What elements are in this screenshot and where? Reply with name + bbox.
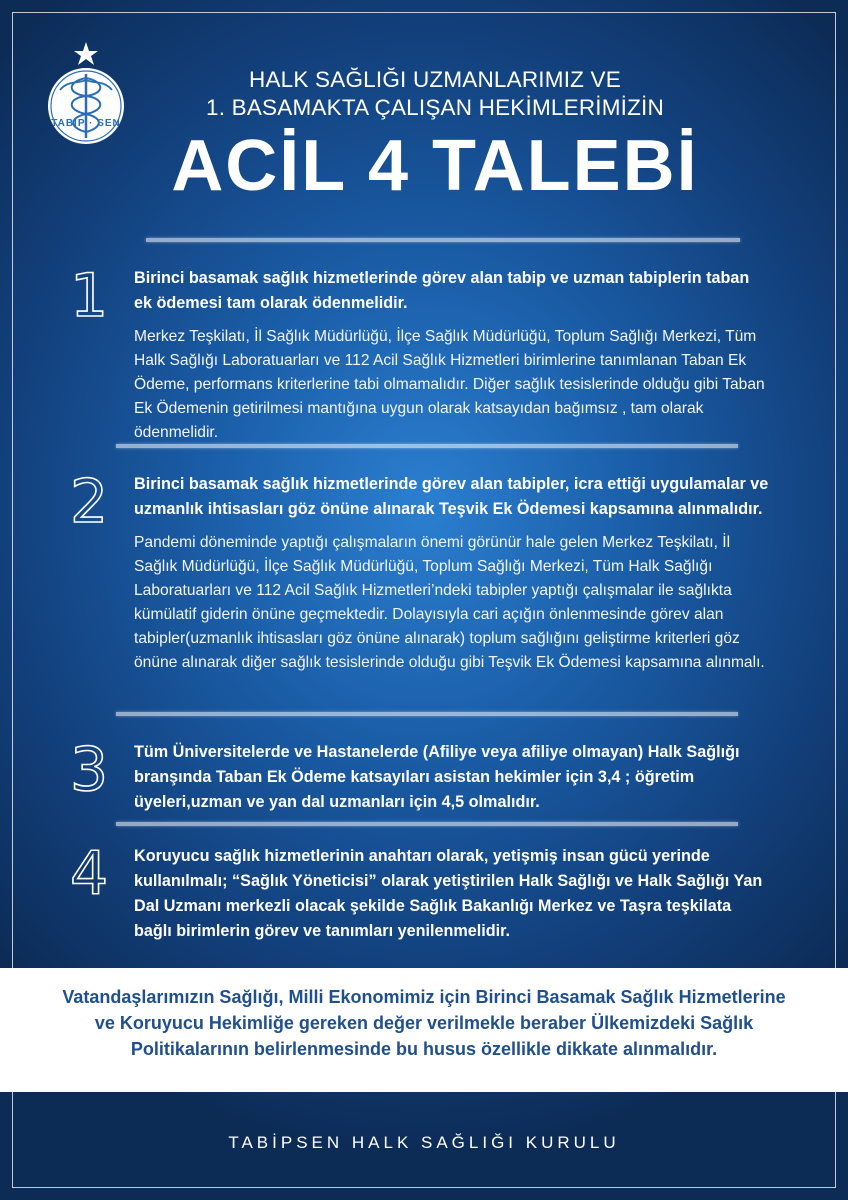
item-lead: Birinci basamak sağlık hizmetlerinde görev alan tabip ve uzman tabiplerin taban ek ödemesi tam olarak ödenmelidir. — [134, 269, 750, 312]
item-number: 4 — [70, 839, 109, 909]
item-lead: Birinci basamak sağlık hizmetlerinde görev alan tabipler, icra ettiği uygulamalar ve uzmanlık ihtisasları göz önüne alınarak Teşvik Ek Ödemesi kapsamına alınmalıdır. — [134, 475, 769, 518]
item-number: 1 — [70, 261, 109, 331]
item-lead: Tüm Üniversitelerde ve Hastanelerde (Afiliye veya afiliye olmayan) Halk Sağlığı branşında Taban Ek Ödeme katsayıları asistan hekimler için 3,4 ; öğretim üyeleri,uzman ve yan dal uzmanları için 4,5 olmalıdır. — [134, 743, 740, 811]
page-title: ACİL 4 TALEBİ — [171, 126, 699, 206]
item-number: 2 — [70, 467, 109, 537]
header-line-2: 1. BASAMAKTA ÇALIŞAN HEKİMLERİMİZİN — [206, 95, 664, 120]
conclusion-text: Vatandaşlarımızın Sağlığı, Milli Ekonomimiz için Birinci Basamak Sağlık Hizmetlerine ve Koruyucu Hekimliğe gereken değer verilmekle beraber Ülkemizdeki Sağlık Politikalarının belirlenmesinde bu husus özellikle dikkate alınmalıdır. — [62, 987, 786, 1059]
item-lead: Koruyucu sağlık hizmetlerinin anahtarı olarak, yetişmiş insan gücü yerinde kullanılmalı; “Sağlık Yöneticisi” olarak yetiştirilen Halk Sağlığı ve Halk Sağlığı Yan Dal Uzmanı merkezli olacak şekilde Sağlık Bakanlığı Merkez ve Taşra teşkilata bağlı birimlerin görev ve tanımları yenilenmelidir. — [134, 847, 763, 940]
divider — [116, 444, 738, 448]
divider — [146, 238, 740, 242]
item-number: 3 — [70, 735, 109, 805]
header — [150, 66, 720, 208]
item-body: Pandemi döneminde yaptığı çalışmaların önemi görünür hale gelen Merkez Teşkilatı, İl Sağlık Müdürlüğü, İlçe Sağlık Müdürlüğü, Toplum Sağlığı Merkezi, Tüm Halk Sağlığı Laboratuarları ve 112 Acil Sağlık Hizmetleri’ndeki tabipler yaptığı çalışmalar ile sağlıkta kümülatif giderin önüne geçmektedir. Dolayısıyla cari açığın önlenmesinde görev alan tabipler(uzmanlık ihtisasları göz önüne alınarak) toplum sağlığını geliştirme kriterleri göz önüne alınarak diğer sağlık tesislerinde olduğu gibi Teşvik Ek Ödemesi kapsamına alınmalı. — [134, 534, 765, 671]
divider — [116, 822, 738, 826]
footer-signature: TABİPSEN HALK SAĞLIĞI KURULU — [228, 1133, 620, 1152]
header-line-1: HALK SAĞLIĞI UZMANLARIMIZ VE — [249, 67, 621, 92]
conclusion-banner — [0, 968, 848, 1092]
divider — [116, 712, 738, 716]
logo-text: TABİP · SEN — [51, 118, 121, 129]
caduceus-icon — [38, 40, 134, 146]
tabipsen-logo — [38, 40, 134, 146]
item-body: Merkez Teşkilatı, İl Sağlık Müdürlüğü, İlçe Sağlık Müdürlüğü, Toplum Sağlığı Merkezi, Tüm Halk Sağlığı Laboratuarları ve 112 Acil Sağlık Hizmetleri birimlerine tanımlanan Taban Ek Ödeme, performans kriterlerine tabi olmamalıdır. Diğer sağlık tesislerinde olduğu gibi Taban Ek Ödemenin getirilmesi mantığına uygun olarak katsayıdan bağımsız , tam olarak ödenmelidir. — [134, 328, 765, 441]
